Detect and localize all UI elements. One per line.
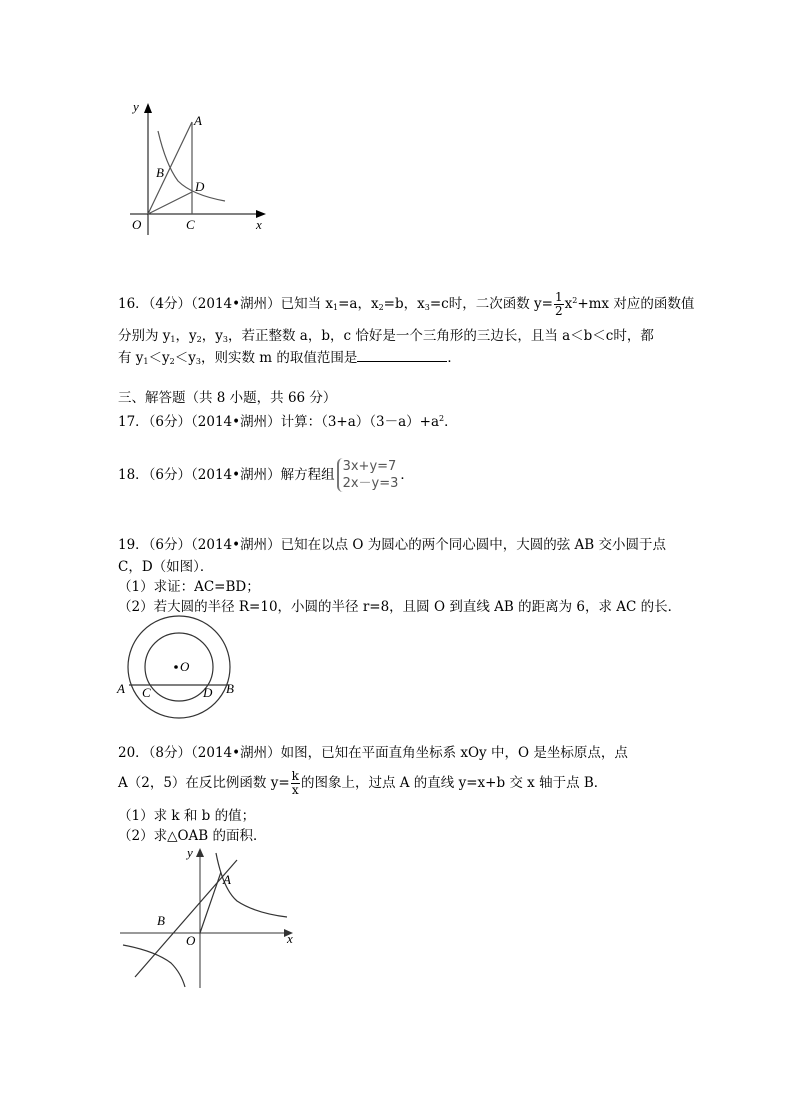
q19-line2: C，D（如图）． <box>118 559 214 575</box>
label-a: A <box>117 681 125 696</box>
y-axis-arrow <box>196 848 204 857</box>
segment-oa <box>200 872 221 933</box>
label-b: B <box>226 681 234 696</box>
label-x: x <box>287 931 293 946</box>
q19-line1: 19．（6分）（2014•湖州）已知在以点 O 为圆心的两个同心圆中，大圆的弦 AB 交小圆于点 <box>118 537 666 553</box>
q20-line1: 20．（8分）（2014•湖州）如图，已知在平面直角坐标系 xOy 中，O 是坐标原点，点 <box>118 745 628 761</box>
segment-od <box>148 192 192 214</box>
label-c: C <box>142 685 151 700</box>
label-c: C <box>186 217 195 232</box>
big-circle <box>128 616 230 718</box>
label-y: y <box>133 99 139 114</box>
center-point <box>174 665 178 669</box>
figure-q20 <box>115 845 305 993</box>
label-o: O <box>180 659 190 674</box>
q16-line3: 有 $y_1<y_2<y_3$，则实数 m 的取值范围是 ． <box>118 350 461 366</box>
label-b: B <box>157 913 165 928</box>
label-y: y <box>187 845 193 860</box>
fraction-half: $\frac{1}{2}$ <box>554 290 563 318</box>
figure-q15 <box>120 95 280 245</box>
q20-part2: （2）求△OAB 的面积． <box>118 828 267 844</box>
q20-part1: （1）求 k 和 b 的值； <box>118 808 256 824</box>
q17: 17．（6分）（2014•湖州）计算：$(3+a)(3-a)+a^2$． <box>118 414 458 430</box>
q16-line1: 16．（4分）（2014•湖州）已知当 $x_1=a$，$x_2=b$，$x_3=c$时，二次函数 y= $\frac{1}{2}$ $x^2+mx$ 对应的函数值 <box>118 290 695 318</box>
section-heading: 三、解答题（共 8 小题，共 66 分） <box>118 390 337 406</box>
q18: 18．（6分）（2014•湖州）解方程组 3x+y=7 2x－y=3 ． <box>118 459 414 491</box>
label-o: O <box>186 933 196 948</box>
figure-q19 <box>115 615 245 725</box>
label-o: O <box>132 217 142 232</box>
q20-line2: A（2，5）在反比例函数 y= $\frac{k}{x}$ 的图象上，过点 A 的直线 y=x+b 交 x 轴于点 B． <box>118 769 608 797</box>
y-axis-arrow <box>144 103 152 113</box>
label-a: A <box>223 872 231 887</box>
hyperbola-branch-2 <box>123 945 185 987</box>
equation-system: 3x+y=7 2x－y=3 <box>337 458 399 492</box>
label-d: D <box>203 685 213 700</box>
q19-part2: （2）若大圆的半径 R=10，小圆的半径 r=8，且圆 O 到直线 AB 的距离为 6，求 AC 的长． <box>118 599 682 615</box>
fraction-k-over-x: $\frac{k}{x}$ <box>291 769 299 797</box>
label-a: A <box>194 113 202 128</box>
q19-part1: （1）求证：AC=BD； <box>118 579 260 595</box>
label-x: x <box>256 217 262 232</box>
answer-blank[interactable] <box>357 349 447 362</box>
label-b: B <box>156 165 164 180</box>
q16-line2: 分别为 $y_1$，$y_2$，$y_3$，若正整数 a，b，c 恰好是一个三角形的三边长，且当 a＜b＜c时，都 <box>118 328 654 344</box>
label-d: D <box>195 179 205 194</box>
line-ab <box>135 860 237 977</box>
